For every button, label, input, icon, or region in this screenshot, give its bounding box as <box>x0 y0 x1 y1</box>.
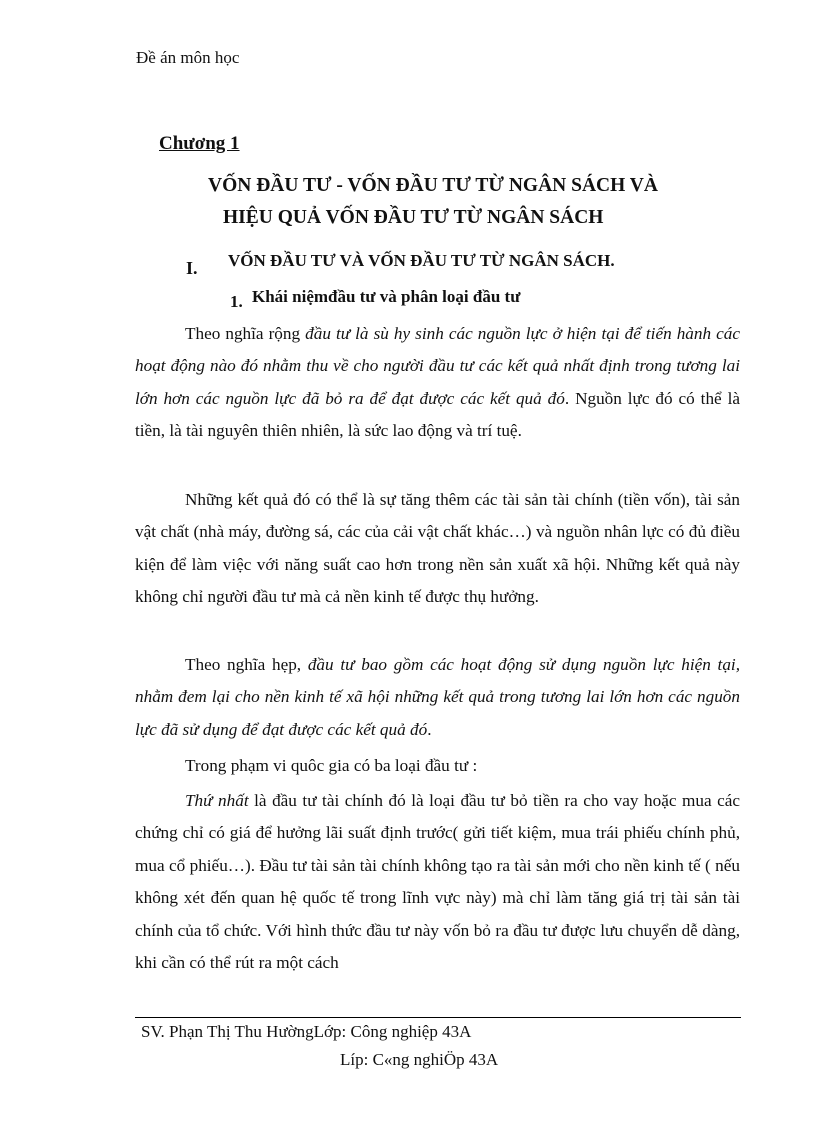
p3-tail: . <box>427 719 432 739</box>
footer-divider <box>135 1017 741 1018</box>
p3-italic: đầu tư bao gồm các hoạt động sử dụng nguồn lực hiện tại, nhằm đem lại cho nền kinh tế xã hội những kết quả trong tương lai lớn hơn các nguồn lực đã sử dụng để đạt được các kết quả đó <box>135 655 740 739</box>
section-number: I. <box>186 258 198 278</box>
subsection-title: Khái niệmđầu tư và phân loại đầu tư <box>252 287 521 306</box>
paragraph-results <box>135 484 740 614</box>
footer-line-2: Líp: C«ng nghiÖp 43A <box>340 1050 499 1069</box>
section-title: VỐN ĐẦU TƯ VÀ VỐN ĐẦU TƯ TỪ NGÂN SÁCH. <box>228 251 615 270</box>
paragraph-narrow-definition <box>135 649 740 746</box>
p2-text: Những kết quả đó có thể là sự tăng thêm các tài sản tài chính (tiền vốn), tài sản vật chất (nhà máy, đường sá, các của cải vật chất khác…) và nguồn nhân lực có đủ điều kiện để làm việc với năng suất cao hơn trong nền sản xuất xã hội. Những kết quả này không chỉ người đầu tư mà cả nền kinh tế được thụ hưởng. <box>135 490 740 607</box>
p1-tail: . Nguồn lực đó có thể là tiền, là tài nguyên thiên nhiên, là sức lao động và trí tuệ. <box>135 388 740 441</box>
paragraph-three-types <box>135 750 740 782</box>
p1-italic: đầu tư là sù hy sinh các nguồn lực ở hiện tại để tiến hành các hoạt động nào đó nhằm thu về cho người đầu tư các kết quả nhất định trong tương lai lớn hơn các nguồn lực đã bỏ ra để đạt được các kết quả đó <box>135 324 740 408</box>
p5-italic: Thứ nhất <box>185 791 249 810</box>
chapter-label: Chương 1 <box>159 133 240 154</box>
page-header: Đề án môn học <box>136 48 240 67</box>
chapter-title-line-2: HIỆU QUẢ VỐN ĐẦU TƯ TỪ NGÂN SÁCH <box>223 207 604 228</box>
chapter-title-line-1: VỐN ĐẦU TƯ - VỐN ĐẦU TƯ TỪ NGÂN SÁCH VÀ <box>208 175 658 196</box>
p4-text: Trong phạm vi quôc gia có ba loại đầu tư : <box>185 756 478 775</box>
p5-tail: là đầu tư tài chính đó là loại đầu tư bỏ tiền ra cho vay hoặc mua các chứng chỉ có giá để hưởng lãi suất định trước( gửi tiết kiệm, mua trái phiếu chính phủ, mua cổ phiếu…). Đầu tư tài sản tài chính không tạo ra tài sản mới cho nền kinh tế ( nếu không xét đến quan hệ quốc tế trong lĩnh vực này) mà chỉ làm tăng giá trị tài sản tài chính của tổ chức. Với hình thức đầu tư này vốn bỏ ra đầu tư được lưu chuyển dễ dàng, khi cần có thể rút ra một cách <box>135 791 740 973</box>
subsection-number: 1. <box>230 292 243 311</box>
paragraph-first-type <box>135 785 740 979</box>
footer-line-1: SV. Phạn Thị Thu HườngLớp: Công nghiệp 43A <box>141 1022 472 1041</box>
p3-lead: Theo nghĩa hẹp, <box>185 655 308 674</box>
paragraph-broad-definition <box>135 318 740 448</box>
p1-lead: Theo nghĩa rộng <box>185 324 306 343</box>
